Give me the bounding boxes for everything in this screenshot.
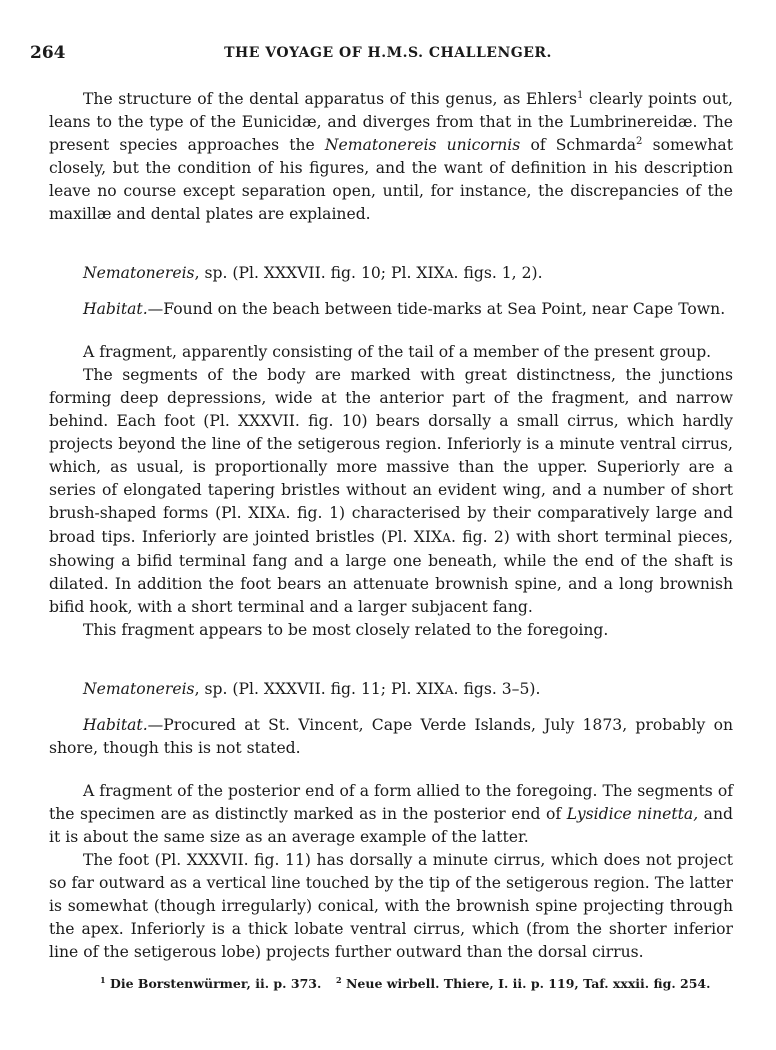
footnote-ref-2: 2 (636, 135, 643, 147)
habitat-1: Habitat.—Found on the beach between tide-marks at Sea Point, near Cape Town. (83, 300, 726, 318)
running-title: THE VOYAGE OF H.M.S. CHALLENGER. (224, 45, 552, 61)
habitat-2: Habitat.—Procured at St. Vincent, Cape Verde Islands, July 1873, probably on shore, though this is not stated. (49, 716, 733, 757)
footnote-2: $^2$ Neue wirbell. Thiere, I. ii. p. 119, Taf. xxxii. fig. 254. (336, 974, 711, 991)
footnote-ref-1: 1 (577, 89, 584, 101)
species-heading-2: Nematonereis, sp. (Pl. XXXVII. fig. 11; Pl. XIXA. figs. 3–5). (83, 680, 541, 698)
species1-paragraph-3: This fragment appears to be most closely related to the foregoing. (83, 621, 609, 639)
species1-paragraph-2: The segments of the body are marked with great distinctness, the junctions forming deep depressions, wide at the anterior part of the fragment, and narrow behind. Each foot (Pl. XXXVII. fig. 10) bears dorsally a small cirrus, which hardly projects beyond the line of the setigerous region. Inferiorly is a minute ventral cirrus, which, as usual, is proportionally more massive than the upper. Superiorly are a series of elongated tapering bristles without an evident wing, and a number of short brush-shaped forms (Pl. XIXA. fig. 1) characterised by their comparatively large and broad tips. Inferiorly are jointed bristles (Pl. XIXA. fig. 2) with short terminal pieces, showing a bifid terminal fang and a large one beneath, while the end of the shaft is dilated. In addition the foot bears an attenuate brownish spine, and a long brownish bifid hook, with a short terminal and a larger subjacent fang. (49, 366, 733, 616)
intro-paragraph: The structure of the dental apparatus of this genus, as Ehlers$^1$ clearly points out, leans to the type of the Eunicidæ, and diverges from that in the Lumbrinereidæ. The present species approaches the Nematonereis unicornis of Schmarda$^2$ somewhat closely, but the condition of his figures, and the want of definition in his description leave no course except separation open, until, for instance, the discrepancies of the maxillæ and dental plates are explained. (49, 89, 733, 223)
species1-paragraph-1: A fragment, apparently consisting of the tail of a member of the present group. (83, 343, 712, 361)
taxon-name: Nematonereis unicornis (324, 136, 521, 154)
species2-paragraph-2: The foot (Pl. XXXVII. fig. 11) has dorsally a minute cirrus, which does not project so far outward as a vertical line touched by the tip of the setigerous region. The latter is somewhat (though irregularly) conical, with the brownish spine projecting through the apex. Inferiorly is a thick lobate ventral cirrus, which (from the shorter inferior line of the setigerous lobe) projects further outward than the dorsal cirrus. (49, 851, 733, 961)
species2-paragraph-1: A fragment of the posterior end of a form allied to the foregoing. The segments of the specimen are as distinctly marked as in the posterior end of Lysidice ninetta, and it is about the same size as an average example of the latter. (49, 782, 733, 846)
page-body (49, 88, 733, 964)
footnote-1: $^1$ Die Borstenwürmer, ii. p. 373. (100, 974, 322, 991)
species-heading-1: Nematonereis, sp. (Pl. XXXVII. fig. 10; Pl. XIXA. figs. 1, 2). (83, 264, 543, 282)
page-header (30, 42, 746, 66)
page-number: 264 (30, 43, 66, 63)
